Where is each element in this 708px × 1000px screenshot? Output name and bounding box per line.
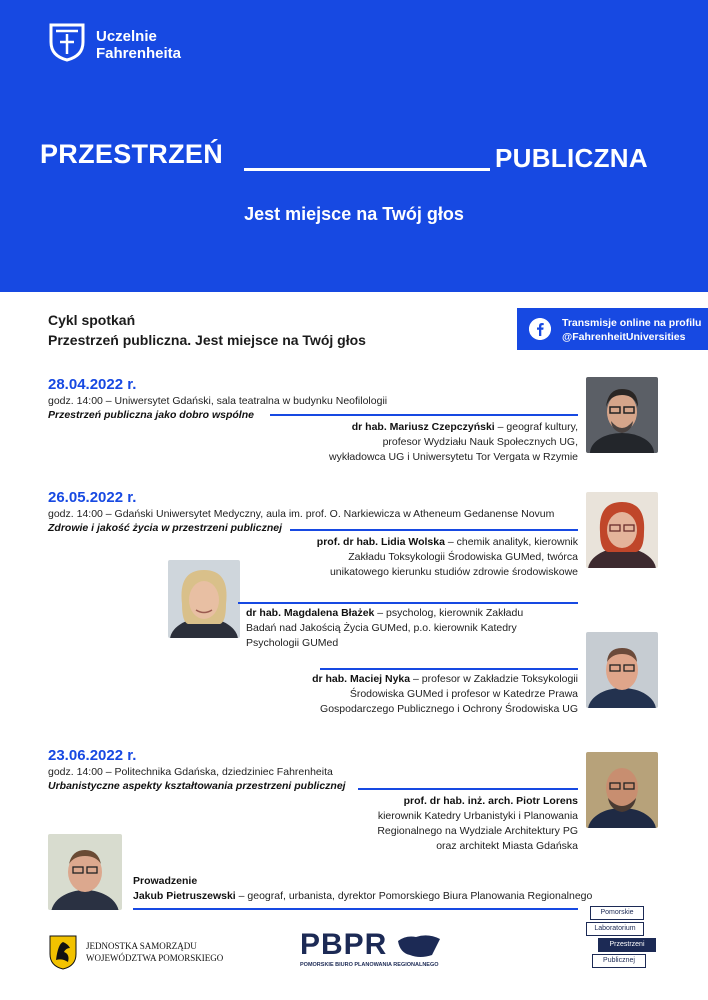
topic-underline [358, 788, 578, 790]
lab-word-3: Przestrzeni [598, 938, 656, 952]
facebook-text-line2: @FahrenheitUniversities [562, 331, 686, 343]
uczelnie-fahrenheita-logo [48, 22, 198, 66]
logo-line2: Fahrenheita [96, 45, 182, 62]
facebook-text-line1: Transmisje online na profilu [562, 317, 702, 329]
subtitle: Jest miejsce na Twój głos [244, 204, 464, 224]
person-icon [168, 560, 240, 638]
speaker-blazek: dr hab. Magdalena Błażek – psycholog, kierownik Zakładu Badań nad Jakością Życia GUMed, p.o. kierownik Katedry Psychologii GUMed [246, 607, 524, 649]
event-venue: godz. 14:00 – Politechnika Gdańska, dziedziniec Fahrenheita [48, 766, 333, 778]
person-icon [586, 492, 658, 568]
person-icon [586, 632, 658, 708]
lab-word-2: Laboratorium [586, 922, 644, 936]
facebook-banner[interactable] [517, 308, 708, 350]
title-right: PUBLICZNA [495, 143, 648, 173]
person-icon [48, 834, 122, 910]
pomorskie-laboratorium-logo [586, 906, 658, 972]
speaker-name: dr hab. Magdalena Błażek [246, 607, 375, 619]
jst-line2: WOJEWÓDZTWA POMORSKIEGO [86, 953, 224, 963]
speaker-divider [320, 668, 578, 670]
person-icon [586, 377, 658, 453]
event-date: 26.05.2022 r. [48, 489, 137, 506]
event-date: 28.04.2022 r. [48, 376, 137, 393]
moderator-label: Prowadzenie [133, 875, 198, 887]
speaker-photo-lorens [586, 752, 658, 828]
event-topic: Urbanistyczne aspekty kształtowania przestrzeni publicznej [48, 780, 346, 792]
pbpr-subtitle: POMORSKIE BIURO PLANOWANIA REGIONALNEGO [300, 962, 439, 968]
speaker-name: dr hab. Mariusz Czepczyński [351, 421, 495, 433]
series-title: Przestrzeń publiczna. Jest miejsce na Twój głos [48, 332, 366, 348]
speaker-name: prof. dr hab. Lidia Wolska [316, 536, 445, 548]
university-crest-icon [48, 22, 86, 62]
speaker-name: prof. dr hab. inż. arch. Piotr Lorens [403, 795, 578, 807]
speaker-lorens: prof. dr hab. inż. arch. Piotr Lorens kierownik Katedry Urbanistyki i Planowania Regionalnego na Wydziale Architektury PG oraz architekt Miasta Gdańska [377, 795, 578, 852]
title-blank-line [244, 168, 490, 171]
lab-word-4: Publicznej [592, 954, 646, 968]
speaker-wolska: prof. dr hab. Lidia Wolska – chemik analityk, kierownik Zakładu Toksykologii Środowiska GUMed, twórca unikatowego kierunku studiów zdrowie środowiskowe [316, 536, 578, 578]
topic-underline [290, 529, 578, 531]
event-venue: godz. 14:00 – Gdański Uniwersytet Medyczny, aula im. prof. O. Narkiewicza w Atheneum Gedanense Novum [48, 508, 555, 520]
speaker-photo-wolska [586, 492, 658, 568]
griffin-coat-of-arms-icon [48, 934, 78, 970]
region-map-icon [396, 933, 442, 959]
title-left: PRZESTRZEŃ [40, 139, 224, 169]
series-label: Cykl spotkań [48, 312, 136, 328]
event-topic: Zdrowie i jakość życia w przestrzeni publicznej [48, 522, 282, 534]
lab-word-1: Pomorskie [590, 906, 644, 920]
topic-underline [270, 414, 578, 416]
pbpr-logo-text: PBPR [300, 928, 388, 961]
moderator-name: Jakub Pietruszewski [133, 890, 236, 902]
event-topic: Przestrzeń publiczna jako dobro wspólne [48, 409, 254, 421]
jst-line1: JEDNOSTKA SAMORZĄDU [86, 941, 197, 951]
pbpr-logo [300, 929, 450, 973]
speaker-photo-czepczynski [586, 377, 658, 453]
moderator-underline [133, 908, 578, 910]
speaker-photo-blazek [168, 560, 240, 638]
speaker-nyka: dr hab. Maciej Nyka – profesor w Zakładzie Toksykologii Środowiska GUMed i profesor w Katedrze Prawa Gospodarczego Publicznego i Ochrony Środowiska UG [312, 673, 578, 715]
person-icon [586, 752, 658, 828]
series-intro [48, 310, 366, 350]
speaker-name: dr hab. Maciej Nyka [312, 673, 411, 685]
event-venue: godz. 14:00 – Uniwersytet Gdański, sala teatralna w budynku Neofilologii [48, 395, 388, 407]
moderator-photo [48, 834, 122, 910]
event-date: 23.06.2022 r. [48, 747, 137, 764]
logo-line1: Uczelnie [96, 28, 157, 45]
facebook-icon [529, 318, 551, 340]
jst-pomorskie-logo [48, 934, 238, 974]
moderator: Jakub Pietruszewski – geograf, urbanista, dyrektor Pomorskiego Biura Planowania Regionalnego [133, 890, 593, 902]
speaker-czepczynski: dr hab. Mariusz Czepczyński – geograf kultury, profesor Wydziału Nauk Społecznych UG, wykładowca UG i Uniwersytetu Tor Vergata w Rzymie [329, 421, 578, 463]
speaker-divider [238, 602, 578, 604]
speaker-photo-nyka [586, 632, 658, 708]
